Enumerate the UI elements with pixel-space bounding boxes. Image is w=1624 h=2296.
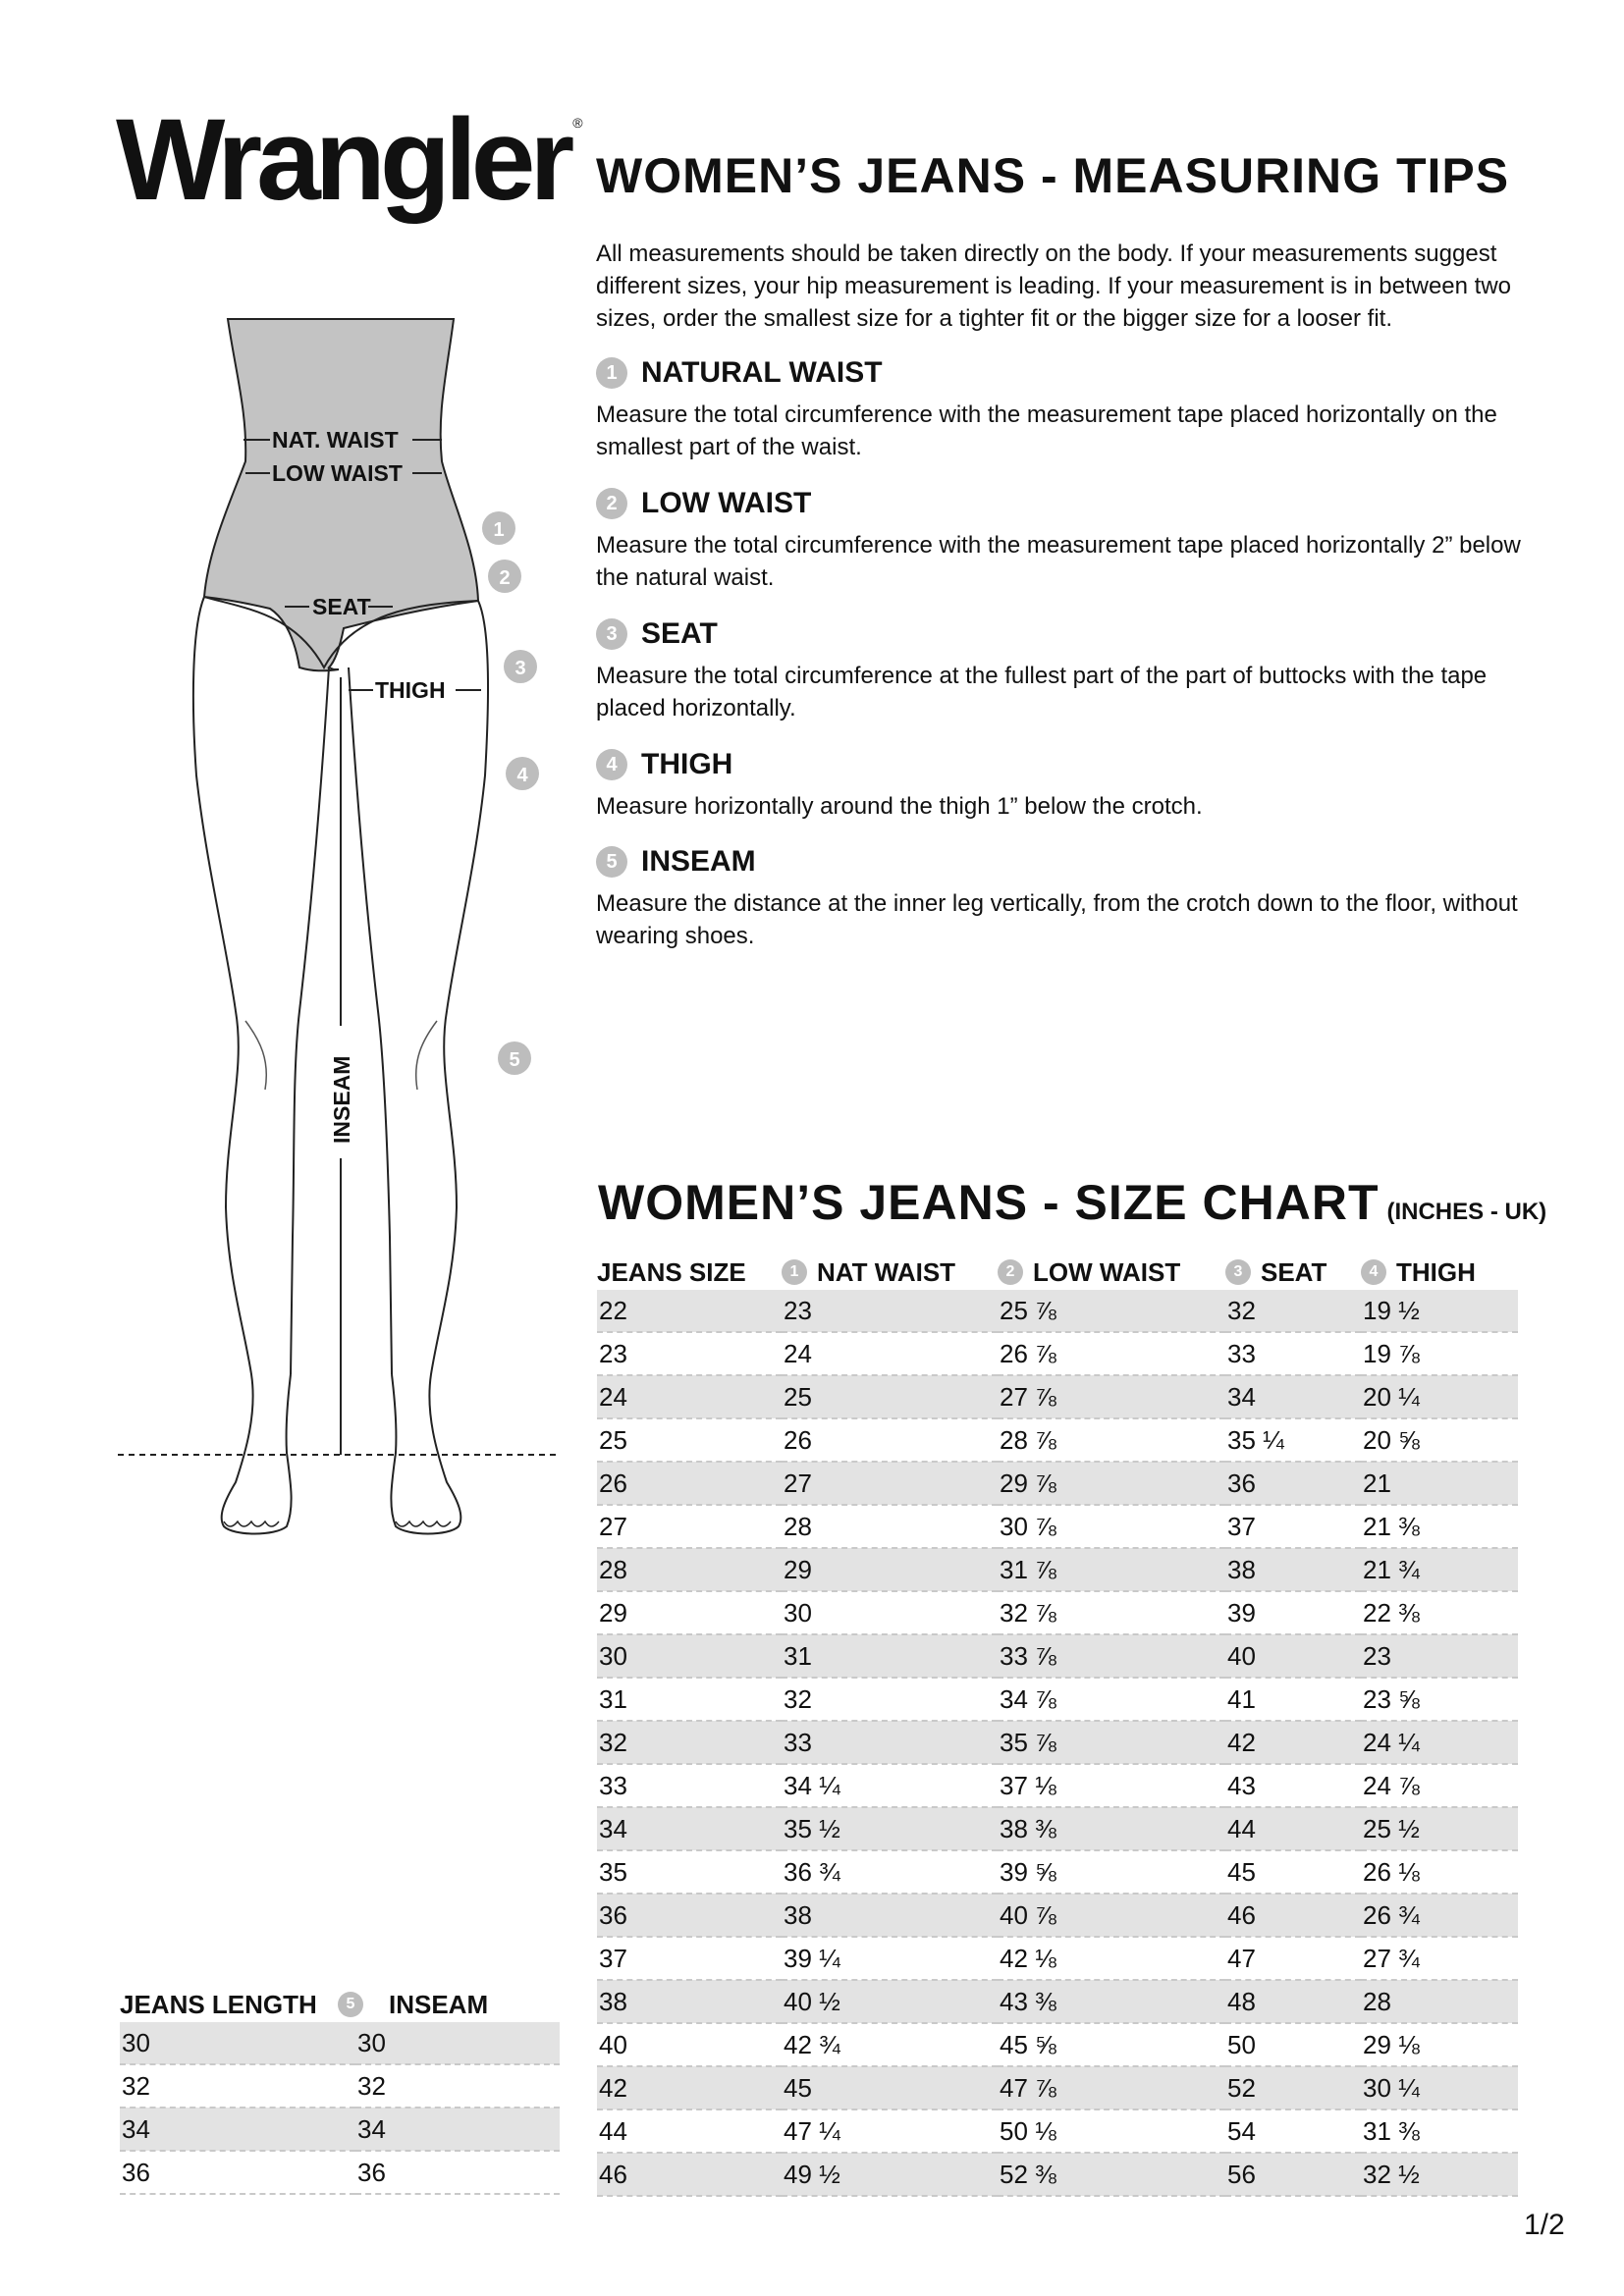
table-cell: 23: [1361, 1634, 1518, 1678]
table-cell: 27: [597, 1505, 782, 1548]
table-row: [597, 1462, 1518, 1505]
table-cell: 33 ⅞: [998, 1634, 1225, 1678]
table-row: [597, 1418, 1518, 1462]
table-cell: 24: [597, 1375, 782, 1418]
table-cell: 36: [120, 2151, 355, 2194]
table-cell: 34: [597, 1807, 782, 1850]
column-number-badge: 2: [998, 1259, 1023, 1285]
table-cell: 24 ⅞: [1361, 1764, 1518, 1807]
marker-1: [482, 511, 515, 545]
size-chart-table: [597, 1255, 1518, 2197]
column-number-badge: 1: [782, 1259, 807, 1285]
table-cell: 40: [1225, 1634, 1361, 1678]
table-cell: 26: [782, 1418, 998, 1462]
tip-text: Measure the total circumference with the measurement tape placed horizontally 2” below the natural waist.: [596, 532, 1521, 591]
table-cell: 38: [597, 1980, 782, 2023]
table-cell: 52: [1225, 2066, 1361, 2109]
table-cell: 47: [1225, 1937, 1361, 1980]
table-cell: 50 ⅛: [998, 2109, 1225, 2153]
measuring-intro: All measurements should be taken directly on the body. If your measurements suggest different sizes, your hip measurement is leading. If your measurement is in between two sizes, order the smallest size for a tighter fit or the bigger size for a looser fit.: [596, 240, 1512, 332]
table-cell: 40 ⅞: [998, 1894, 1225, 1937]
table-cell: 39: [1225, 1591, 1361, 1634]
table-cell: 34: [1225, 1375, 1361, 1418]
tip-text: Measure the total circumference at the fullest part of the part of buttocks with the tape placed horizontally.: [596, 663, 1488, 721]
svg-text:5: 5: [509, 1049, 520, 1071]
tip-low-waist: [596, 486, 1529, 594]
table-row: [597, 2153, 1518, 2196]
table-cell: 29 ⅞: [998, 1462, 1225, 1505]
table-row: [597, 1764, 1518, 1807]
table-row: [597, 1807, 1518, 1850]
table-cell: 27 ¾: [1361, 1937, 1518, 1980]
header-seat: 3 SEAT: [1225, 1255, 1361, 1290]
table-row: [597, 1505, 1518, 1548]
table-cell: 20 ⅝: [1361, 1418, 1518, 1462]
table-cell: 24 ¼: [1361, 1721, 1518, 1764]
column-number-badge: 5: [338, 1992, 363, 2017]
table-cell: 54: [1225, 2109, 1361, 2153]
table-cell: 25 ⅞: [998, 1290, 1225, 1332]
table-cell: 42: [597, 2066, 782, 2109]
tip-number-badge: 4: [596, 749, 627, 780]
table-row: [597, 1634, 1518, 1678]
table-cell: 37 ⅛: [998, 1764, 1225, 1807]
table-cell: 21 ¾: [1361, 1548, 1518, 1591]
table-cell: 41: [1225, 1678, 1361, 1721]
table-cell: 46: [1225, 1894, 1361, 1937]
table-cell: 34: [355, 2108, 560, 2151]
table-cell: 32: [782, 1678, 998, 1721]
table-cell: 38: [782, 1894, 998, 1937]
tip-title: NATURAL WAIST: [641, 356, 883, 389]
table-cell: 31: [597, 1678, 782, 1721]
tip-title: INSEAM: [641, 845, 756, 878]
table-cell: 30 ⅞: [998, 1505, 1225, 1548]
table-cell: 35 ¼: [1225, 1418, 1361, 1462]
table-cell: 26: [597, 1462, 782, 1505]
table-cell: 30 ¼: [1361, 2066, 1518, 2109]
size-chart-body: [597, 1290, 1518, 2196]
svg-text:3: 3: [514, 658, 526, 679]
table-cell: 22: [597, 1290, 782, 1332]
table-cell: 35: [597, 1850, 782, 1894]
table-row: [597, 1850, 1518, 1894]
tip-natural-waist: [596, 355, 1529, 463]
table-cell: 26 ⅞: [998, 1332, 1225, 1375]
table-cell: 47 ⅞: [998, 2066, 1225, 2109]
body-measurement-figure: [0, 0, 589, 1590]
table-cell: 30: [782, 1591, 998, 1634]
table-cell: 23: [782, 1290, 998, 1332]
table-cell: 56: [1225, 2153, 1361, 2196]
table-cell: 32: [355, 2064, 560, 2108]
table-cell: 33: [782, 1721, 998, 1764]
table-cell: 29 ⅛: [1361, 2023, 1518, 2066]
size-chart-unit: (INCHES - UK): [1386, 1199, 1547, 1225]
table-row: [597, 1591, 1518, 1634]
table-row: [597, 1937, 1518, 1980]
table-row: [597, 1678, 1518, 1721]
table-cell: 26 ⅛: [1361, 1850, 1518, 1894]
column-number-badge: 4: [1361, 1259, 1386, 1285]
table-cell: 38 ⅜: [998, 1807, 1225, 1850]
table-row: [597, 1980, 1518, 2023]
table-cell: 34: [120, 2108, 355, 2151]
tip-number-badge: 5: [596, 846, 627, 878]
table-cell: 27: [782, 1462, 998, 1505]
tip-number-badge: 2: [596, 488, 627, 519]
tip-title: SEAT: [641, 617, 718, 650]
table-row: [597, 1548, 1518, 1591]
header-inseam: 5 INSEAM: [355, 1987, 560, 2022]
table-cell: 37: [597, 1937, 782, 1980]
thigh-label: THIGH: [375, 677, 446, 703]
jeans-length-table: [120, 1987, 560, 2195]
tip-number-badge: 1: [596, 357, 627, 389]
table-row: [597, 2109, 1518, 2153]
marker-4: [506, 757, 539, 790]
table-cell: 42 ¾: [782, 2023, 998, 2066]
table-cell: 39 ¼: [782, 1937, 998, 1980]
table-cell: 42: [1225, 1721, 1361, 1764]
table-cell: 25: [597, 1418, 782, 1462]
length-chart-body: [120, 2022, 560, 2194]
table-row: [120, 2022, 560, 2064]
table-row: [120, 2064, 560, 2108]
table-cell: 36: [597, 1894, 782, 1937]
table-row: [597, 1894, 1518, 1937]
table-cell: 32 ⅞: [998, 1591, 1225, 1634]
table-row: [597, 1332, 1518, 1375]
length-chart-header-row: [120, 1987, 560, 2022]
low-waist-label: LOW WAIST: [272, 460, 403, 486]
table-cell: 35 ½: [782, 1807, 998, 1850]
table-cell: 50: [1225, 2023, 1361, 2066]
marker-3: [504, 650, 537, 683]
table-cell: 33: [1225, 1332, 1361, 1375]
table-row: [597, 1375, 1518, 1418]
header-jeans-length: JEANS LENGTH: [120, 1989, 317, 2019]
header-jeans-size: JEANS SIZE: [597, 1256, 746, 1287]
svg-text:2: 2: [499, 567, 511, 589]
table-cell: 32: [597, 1721, 782, 1764]
table-cell: 36 ¾: [782, 1850, 998, 1894]
measuring-tips-title: WOMEN’S JEANS - MEASURING TIPS: [596, 148, 1510, 203]
page-number: 1/2: [1524, 2209, 1565, 2241]
table-cell: 22 ⅜: [1361, 1591, 1518, 1634]
size-chart-header-row: [597, 1255, 1518, 1290]
table-cell: 30: [597, 1634, 782, 1678]
header-thigh: 4 THIGH: [1361, 1255, 1518, 1290]
table-cell: 47 ¼: [782, 2109, 998, 2153]
table-cell: 25: [782, 1375, 998, 1418]
table-row: [597, 1721, 1518, 1764]
svg-text:4: 4: [516, 765, 528, 786]
tip-inseam: [596, 844, 1529, 952]
table-cell: 52 ⅜: [998, 2153, 1225, 2196]
table-cell: 21 ⅜: [1361, 1505, 1518, 1548]
table-cell: 45: [1225, 1850, 1361, 1894]
table-cell: 19 ⅞: [1361, 1332, 1518, 1375]
tip-text: Measure horizontally around the thigh 1” below the crotch.: [596, 793, 1203, 820]
table-cell: 29: [597, 1591, 782, 1634]
table-cell: 28: [597, 1548, 782, 1591]
table-cell: 19 ½: [1361, 1290, 1518, 1332]
table-cell: 43 ⅜: [998, 1980, 1225, 2023]
table-cell: 45 ⅝: [998, 2023, 1225, 2066]
table-cell: 43: [1225, 1764, 1361, 1807]
table-cell: 23 ⅝: [1361, 1678, 1518, 1721]
table-cell: 49 ½: [782, 2153, 998, 2196]
table-row: [597, 2066, 1518, 2109]
table-cell: 30: [120, 2022, 355, 2064]
inseam-label: INSEAM: [329, 1055, 354, 1144]
tip-text: Measure the total circumference with the measurement tape placed horizontally on the smallest part of the waist.: [596, 401, 1497, 460]
table-cell: 25 ½: [1361, 1807, 1518, 1850]
seat-label: SEAT: [312, 594, 371, 619]
table-cell: 24: [782, 1332, 998, 1375]
table-cell: 44: [1225, 1807, 1361, 1850]
table-cell: 31 ⅜: [1361, 2109, 1518, 2153]
table-cell: 36: [1225, 1462, 1361, 1505]
table-row: [597, 1290, 1518, 1332]
table-cell: 38: [1225, 1548, 1361, 1591]
table-cell: 26 ¾: [1361, 1894, 1518, 1937]
tip-number-badge: 3: [596, 618, 627, 650]
table-cell: 45: [782, 2066, 998, 2109]
marker-2: [488, 560, 521, 593]
svg-text:1: 1: [493, 519, 505, 541]
table-cell: 28: [782, 1505, 998, 1548]
tip-seat: [596, 616, 1529, 724]
registered-mark: ®: [572, 115, 583, 131]
table-cell: 34 ⅞: [998, 1678, 1225, 1721]
size-chart-heading: [598, 1174, 1546, 1231]
table-cell: 21: [1361, 1462, 1518, 1505]
table-cell: 39 ⅝: [998, 1850, 1225, 1894]
table-cell: 35 ⅞: [998, 1721, 1225, 1764]
table-cell: 42 ⅛: [998, 1937, 1225, 1980]
table-row: [120, 2151, 560, 2194]
table-cell: 31 ⅞: [998, 1548, 1225, 1591]
size-chart-title: WOMEN’S JEANS - SIZE CHART: [598, 1175, 1380, 1230]
table-cell: 28 ⅞: [998, 1418, 1225, 1462]
table-cell: 20 ¼: [1361, 1375, 1518, 1418]
header-nat-waist: 1 NAT WAIST: [782, 1255, 998, 1290]
table-row: [597, 2023, 1518, 2066]
table-cell: 23: [597, 1332, 782, 1375]
tip-title: THIGH: [641, 748, 733, 780]
table-cell: 48: [1225, 1980, 1361, 2023]
table-cell: 27 ⅞: [998, 1375, 1225, 1418]
logo-text: Wrangler: [116, 95, 569, 225]
table-cell: 37: [1225, 1505, 1361, 1548]
table-cell: 32: [120, 2064, 355, 2108]
table-cell: 31: [782, 1634, 998, 1678]
table-cell: 44: [597, 2109, 782, 2153]
column-number-badge: 3: [1225, 1259, 1251, 1285]
table-cell: 30: [355, 2022, 560, 2064]
marker-5: [498, 1041, 531, 1075]
table-cell: 32 ½: [1361, 2153, 1518, 2196]
table-row: [120, 2108, 560, 2151]
table-cell: 28: [1361, 1980, 1518, 2023]
table-cell: 34 ¼: [782, 1764, 998, 1807]
header-low-waist: 2 LOW WAIST: [998, 1255, 1225, 1290]
table-cell: 40: [597, 2023, 782, 2066]
table-cell: 29: [782, 1548, 998, 1591]
table-cell: 46: [597, 2153, 782, 2196]
table-cell: 33: [597, 1764, 782, 1807]
tip-thigh: [596, 747, 1529, 823]
table-cell: 40 ½: [782, 1980, 998, 2023]
table-cell: 36: [355, 2151, 560, 2194]
tip-text: Measure the distance at the inner leg vertically, from the crotch down to the floor, without wearing shoes.: [596, 890, 1518, 949]
nat-waist-label: NAT. WAIST: [272, 427, 399, 453]
tip-title: LOW WAIST: [641, 487, 812, 519]
table-cell: 32: [1225, 1290, 1361, 1332]
